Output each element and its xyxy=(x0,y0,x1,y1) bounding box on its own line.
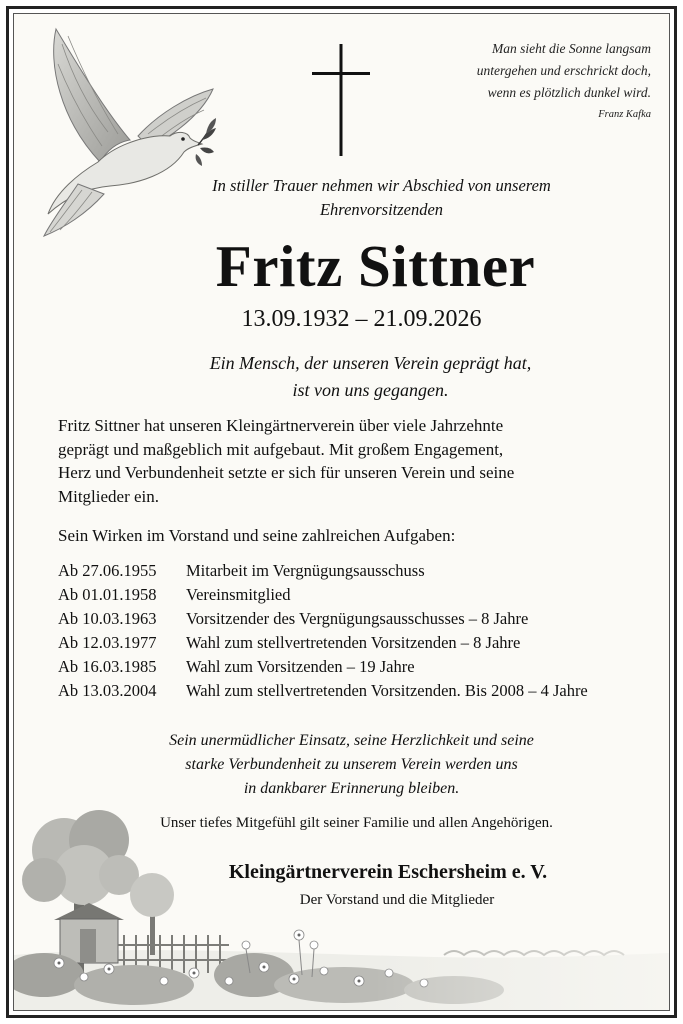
timeline-list xyxy=(58,559,648,703)
timeline-text: Vereinsmitglied xyxy=(186,585,291,604)
subtitle xyxy=(0,350,683,404)
board-signature: Der Vorstand und die Mitglieder xyxy=(299,892,495,908)
closing-line: starke Verbundenheit zu unserem Verein werden uns xyxy=(185,756,518,773)
deceased-name: Fritz Sittner xyxy=(215,233,536,299)
body-line: Fritz Sittner hat unseren Kleingärtnerverein über viele Jahrzehnte xyxy=(58,416,504,435)
subtitle-line: Ein Mensch, der unseren Verein geprägt hat, xyxy=(209,353,532,373)
timeline-heading: Sein Wirken im Vorstand und seine zahlreichen Aufgaben: xyxy=(58,526,456,545)
subtitle-line: ist von uns gegangen. xyxy=(292,380,449,400)
timeline-date: Ab 27.06.1955 xyxy=(58,561,157,580)
timeline-row xyxy=(58,607,648,631)
cross-icon xyxy=(312,44,370,156)
body-line: geprägt und maßgeblich mit aufgebaut. Mit großem Engagement, xyxy=(58,439,504,459)
timeline-row xyxy=(58,631,648,655)
timeline-text: Wahl zum Vorsitzenden – 19 Jahre xyxy=(186,657,415,676)
body-line: Mitglieder ein. xyxy=(58,486,160,506)
quote-line: untergehen und erschrickt doch, xyxy=(476,63,651,78)
quote-author: Franz Kafka xyxy=(598,109,651,120)
timeline-date: Ab 12.03.1977 xyxy=(58,633,157,652)
intro-line: In stiller Trauer nehmen wir Abschied von unserem xyxy=(212,176,551,195)
timeline-text: Wahl zum stellvertretenden Vorsitzenden – 8 Jahre xyxy=(186,633,521,652)
timeline-date: Ab 01.01.1958 xyxy=(58,585,157,604)
quote-line: Man sieht die Sonne langsam xyxy=(492,41,651,56)
life-dates: 13.09.1932 – 21.09.2026 xyxy=(241,306,482,332)
intro-line: Ehrenvorsitzenden xyxy=(319,200,444,219)
condolence-text: Unser tiefes Mitgefühl gilt seiner Familie und allen Angehörigen. xyxy=(160,815,553,831)
timeline-row xyxy=(58,655,648,679)
timeline-date: Ab 13.03.2004 xyxy=(58,681,157,700)
timeline-date: Ab 16.03.1985 xyxy=(58,657,157,676)
timeline-row xyxy=(58,559,648,583)
organization-name: Kleingärtnerverein Eschersheim e. V. xyxy=(228,861,548,883)
timeline-text: Mitarbeit im Vergnügungsausschuss xyxy=(186,561,425,580)
timeline-text: Vorsitzender des Vergnügungsausschusses – 8 Jahre xyxy=(186,609,529,628)
kafka-quote xyxy=(411,38,651,124)
quote-line: wenn es plötzlich dunkel wird. xyxy=(487,85,651,100)
closing-line: Sein unermüdlicher Einsatz, seine Herzlichkeit und seine xyxy=(169,732,534,749)
timeline-text: Wahl zum stellvertretenden Vorsitzenden. Bis 2008 – 4 Jahre xyxy=(186,681,588,700)
timeline-row xyxy=(58,583,648,607)
timeline-date: Ab 10.03.1963 xyxy=(58,609,157,628)
closing-line: in dankbarer Erinnerung bleiben. xyxy=(243,780,460,797)
timeline-row xyxy=(58,679,648,703)
intro-text xyxy=(0,174,683,222)
closing-text xyxy=(0,729,683,801)
body-paragraph xyxy=(58,414,618,508)
body-line: Herz und Verbundenheit setzte er sich für unseren Verein und seine xyxy=(58,463,515,482)
